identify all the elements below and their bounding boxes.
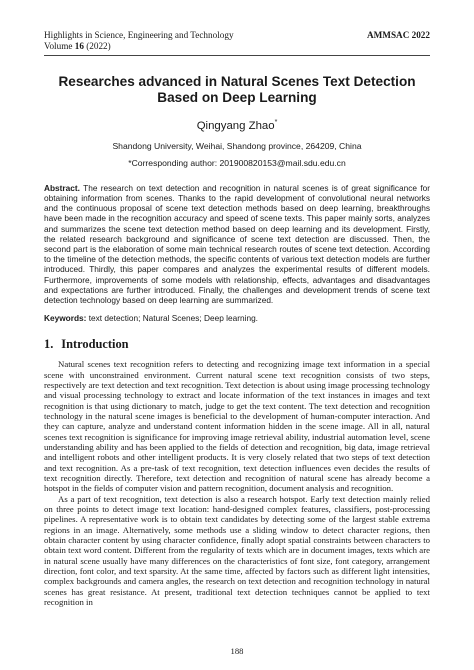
author-line <box>44 116 430 133</box>
affiliation: Shandong University, Weihai, Shandong province, 264209, China <box>112 140 362 151</box>
volume-year: (2022) <box>83 41 111 51</box>
running-header <box>44 30 430 52</box>
conference-name: AMMSAC 2022 <box>366 30 430 40</box>
abstract-text: The research on text detection and recognition in natural scenes is of great significance for obtaining information from scenes. Thanks to the rapid development of convolutional neural networks and the continuous proposal of scene text detection methods based on deep learning, breakthroughs have been made in the recognition accuracy and speed of scene texts. This paper mainly sorts, analyzes and summarizes the scene text detection method based on deep learning and its development. Firstly, the related research background and significance of scene text detection are discussed. Then, the second part is the elaboration of some main technical research routes of scene text detection. According to the timeline of the detection methods, the specific contents of various text detection models are further introduced. Thirdly, this paper compares and analyzes the experimental results of different models. Furthermore, improvements of some models with relationship, effects, advantages and disadvantages and expectations are further introduced. Finally, the challenges and development trends of scene text detection technology based on deep learning are summarized. <box>44 182 430 306</box>
section-heading <box>44 337 430 351</box>
body-paragraph: Natural scenes text recognition refers to detecting and recognizing image text information in a special scene with unconstrained environment. Current natural scene text recognition consists of two steps, respectively are text detection and text recognition. Text detection is about using image processing technology and visual processing technology to extract and locate information of the text instances in images and text recognition is that using dictionary to match, judge to get the text content. The text detection and recognition technology in the natural scene images is beneficial to the development of human-computer interaction. And they can capture, analyze and understand content information hidden in the scene image. All in all, natural scenes text recognition is significance for improving image retrieval ability, industrial automation level, scene understanding ability and has been applied to the fields of detection and recognition, big data, image retrieval and intelligent robots and other intelligent products. It is very closely related that two steps of text detection and text recognition. As a pre-task of text recognition, text detection influences even decides the results of text recognition directly. Therefore, text detection and recognition of natural scene has already become a hotspot in the fields of computer vision and pattern recognition, document analysis and recognition. <box>44 359 430 494</box>
abstract-label: Abstract. <box>44 182 80 193</box>
journal-name: Highlights in Science, Engineering and Technology <box>44 30 234 40</box>
corresponding-mark: * <box>274 119 278 126</box>
header-left <box>44 30 234 52</box>
keywords-label: Keywords: <box>44 313 87 324</box>
body-paragraph: As a part of text recognition, text detection is also a research hotspot. Early text detection mainly relied on three points to detect image text location: hand-designed complex features, classifiers, post-processing pipelines. A representative work is to obtain text candidates by detecting some of the largest stable extrema regions in an image. Alternatively, some methods use a sliding window to detect character regions, then obtain character content by using character confidence, finally adopt spatial constraints between characters to obtain text word content. Different from the regularity of texts which are in document images, texts which are in natural scene usually have many differences on the characteristics of font size, font category, arrangement direction, font color, and text sparsity. At the same time, affected by factors such as different light intensities, complex backgrounds and camera angles, the research on text detection and recognition technology in natural scenes has great resistance. At present, traditional text detection techniques cannot be applied to text recognition in <box>44 493 430 608</box>
paper-title: Researches advanced in Natural Scenes Text Detection Based on Deep Learning <box>58 74 416 105</box>
section-title: Introduction <box>61 337 129 352</box>
corresponding-email: *Corresponding author: 201900820153@mail.sdu.edu.cn <box>128 157 346 168</box>
header-rule <box>44 55 430 56</box>
volume-line <box>44 41 234 52</box>
keywords-text: text detection; Natural Scenes; Deep learning. <box>86 313 258 324</box>
keywords <box>44 313 430 323</box>
volume-prefix: Volume <box>44 41 75 51</box>
volume-number: 16 <box>74 41 84 51</box>
section-number: 1. <box>44 337 54 352</box>
page-number: 188 <box>230 646 244 656</box>
author-name: Qingyang Zhao <box>196 119 275 132</box>
abstract <box>44 183 430 305</box>
